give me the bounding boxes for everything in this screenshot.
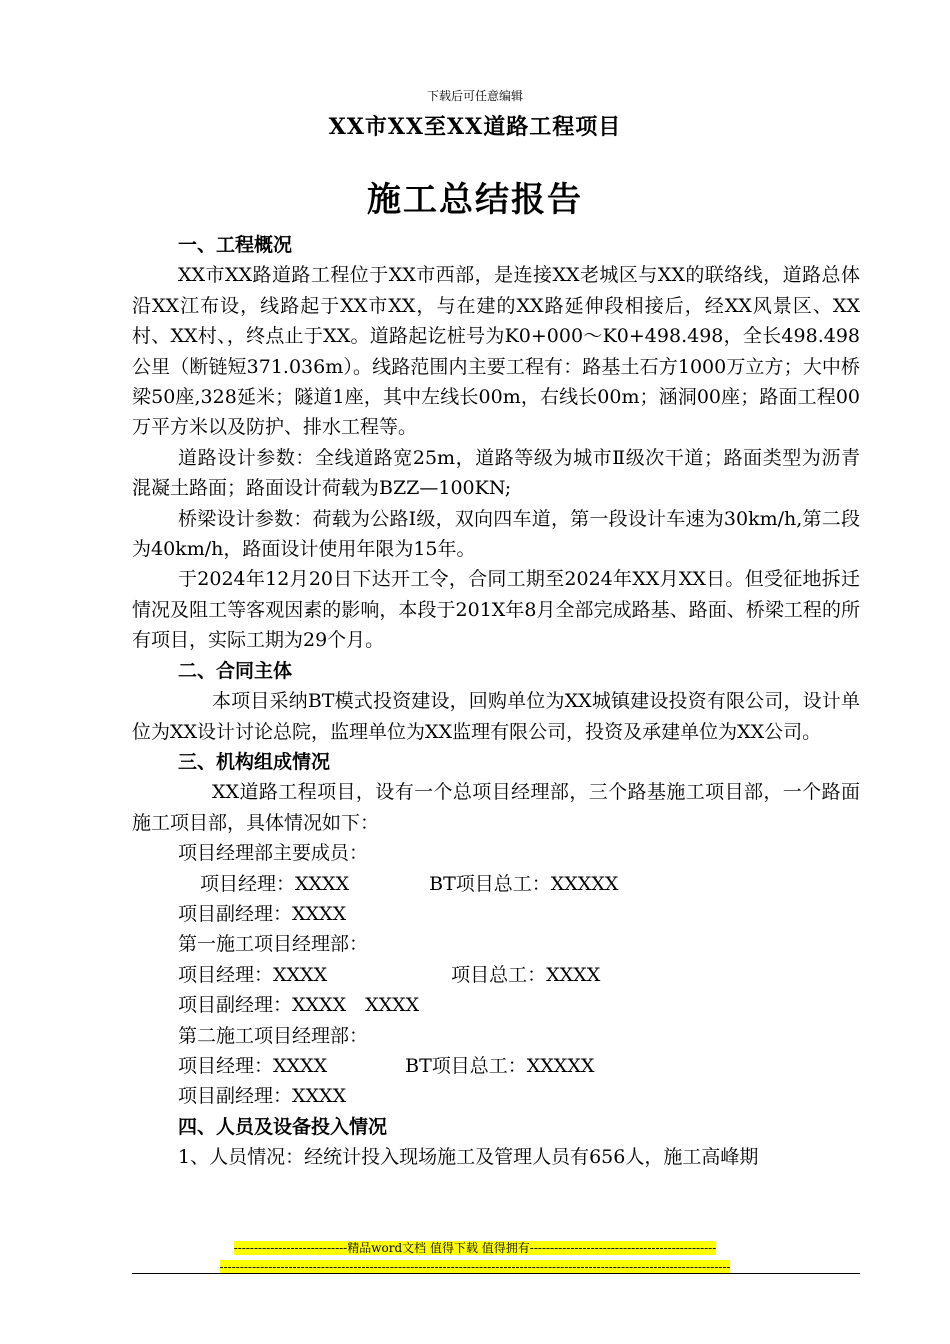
dept2-pm: 项目经理：XXXX	[178, 1054, 328, 1077]
main-chief-engineer: BT项目总工：XXXXX	[429, 872, 619, 895]
main-pm: 项目经理：XXXX	[200, 872, 350, 895]
section-heading-resources: 四、人员及设备投入情况	[178, 1115, 388, 1138]
dept1-chief-engineer: 项目总工：XXXX	[451, 963, 601, 986]
footer-line-1: ----------------------------精品word文档 值得下载 值得拥有----------------------------------------------	[233, 1241, 717, 1255]
section-heading-contract: 二、合同主体	[178, 659, 293, 682]
dept1-pm: 项目经理：XXXX	[178, 963, 328, 986]
dept2-leaders	[132, 1051, 860, 1081]
download-note: 下载后可任意编辑	[426, 89, 523, 103]
dept1-label: 第一施工项目经理部：	[178, 933, 369, 956]
organization-paragraph: XX道路工程项目，设有一个总项目经理部，三个路基施工项目部，一个路面施工项目部，具体情况如下：	[132, 781, 860, 834]
dept2-label: 第二施工项目经理部：	[178, 1024, 369, 1047]
schedule-paragraph: 于2024年12月20日下达开工令，合同工期至2024年XX月XX日。但受征地拆迁情况及阻工等客观因素的影响，本段于201X年8月全部完成路基、路面、桥梁工程的所有项目，实际工期为29个月。	[132, 568, 860, 652]
footer-line-2: ------------------------------------------------------------------------------------------------------------------------------	[219, 1260, 731, 1274]
main-deputy: 项目副经理：XXXX	[178, 902, 347, 925]
main-dept-leaders	[132, 869, 860, 899]
personnel-paragraph: 1、人员情况：经统计投入现场施工及管理人员有656人，施工高峰期	[178, 1146, 759, 1169]
dept2-deputy: 项目副经理：XXXX	[178, 1085, 347, 1108]
project-title: XX市XX至XX道路工程项目	[328, 114, 622, 140]
dept2-chief-engineer: BT项目总工：XXXXX	[405, 1054, 595, 1077]
report-body	[132, 230, 860, 1173]
contract-paragraph: 本项目采纳BT模式投资建设，回购单位为XX城镇建设投资有限公司，设计单位为XX设计讨论总院，监理单位为XX监理有限公司，投资及承建单位为XX公司。	[132, 690, 860, 743]
dept1-leaders	[132, 960, 860, 990]
section-heading-organization: 三、机构组成情况	[178, 750, 331, 773]
report-title: 施工总结报告	[367, 180, 583, 220]
main-dept-label: 项目经理部主要成员：	[178, 842, 369, 865]
section-heading-overview: 一、工程概况	[178, 234, 293, 256]
road-design-params: 道路设计参数：全线道路宽25m，道路等级为城市Ⅱ级次干道；路面类型为沥青混凝土路面；路面设计荷载为BZZ—100KN;	[132, 446, 860, 500]
footer-banner	[0, 1240, 950, 1275]
bridge-design-params: 桥梁设计参数：荷载为公路Ⅰ级，双向四车道，第一段设计车速为30km/h,第二段为40km/h，路面设计使用年限为15年。	[132, 507, 860, 561]
footer-rule	[132, 1273, 860, 1274]
dept1-deputy: 项目副经理：XXXX XXXX	[178, 994, 420, 1017]
overview-paragraph: XX市XX路道路工程位于XX市西部，是连接XX老城区与XX的联络线，道路总体沿XX江布设，线路起于XX市XX，与在建的XX路延伸段相接后，经XX风景区、XX村、XX村、，终点止于XX。道路起讫桩号为K0+000～K0+498.498，全长498.498公里（断链短371.036m）。线路范围内主要工程有：路基土石方1000万立方；大中桥梁50座,328延米；隧道1座，其中左线长00m，右线长00m；涵洞00座；路面工程00万平方米以及防护、排水工程等。	[132, 264, 860, 439]
